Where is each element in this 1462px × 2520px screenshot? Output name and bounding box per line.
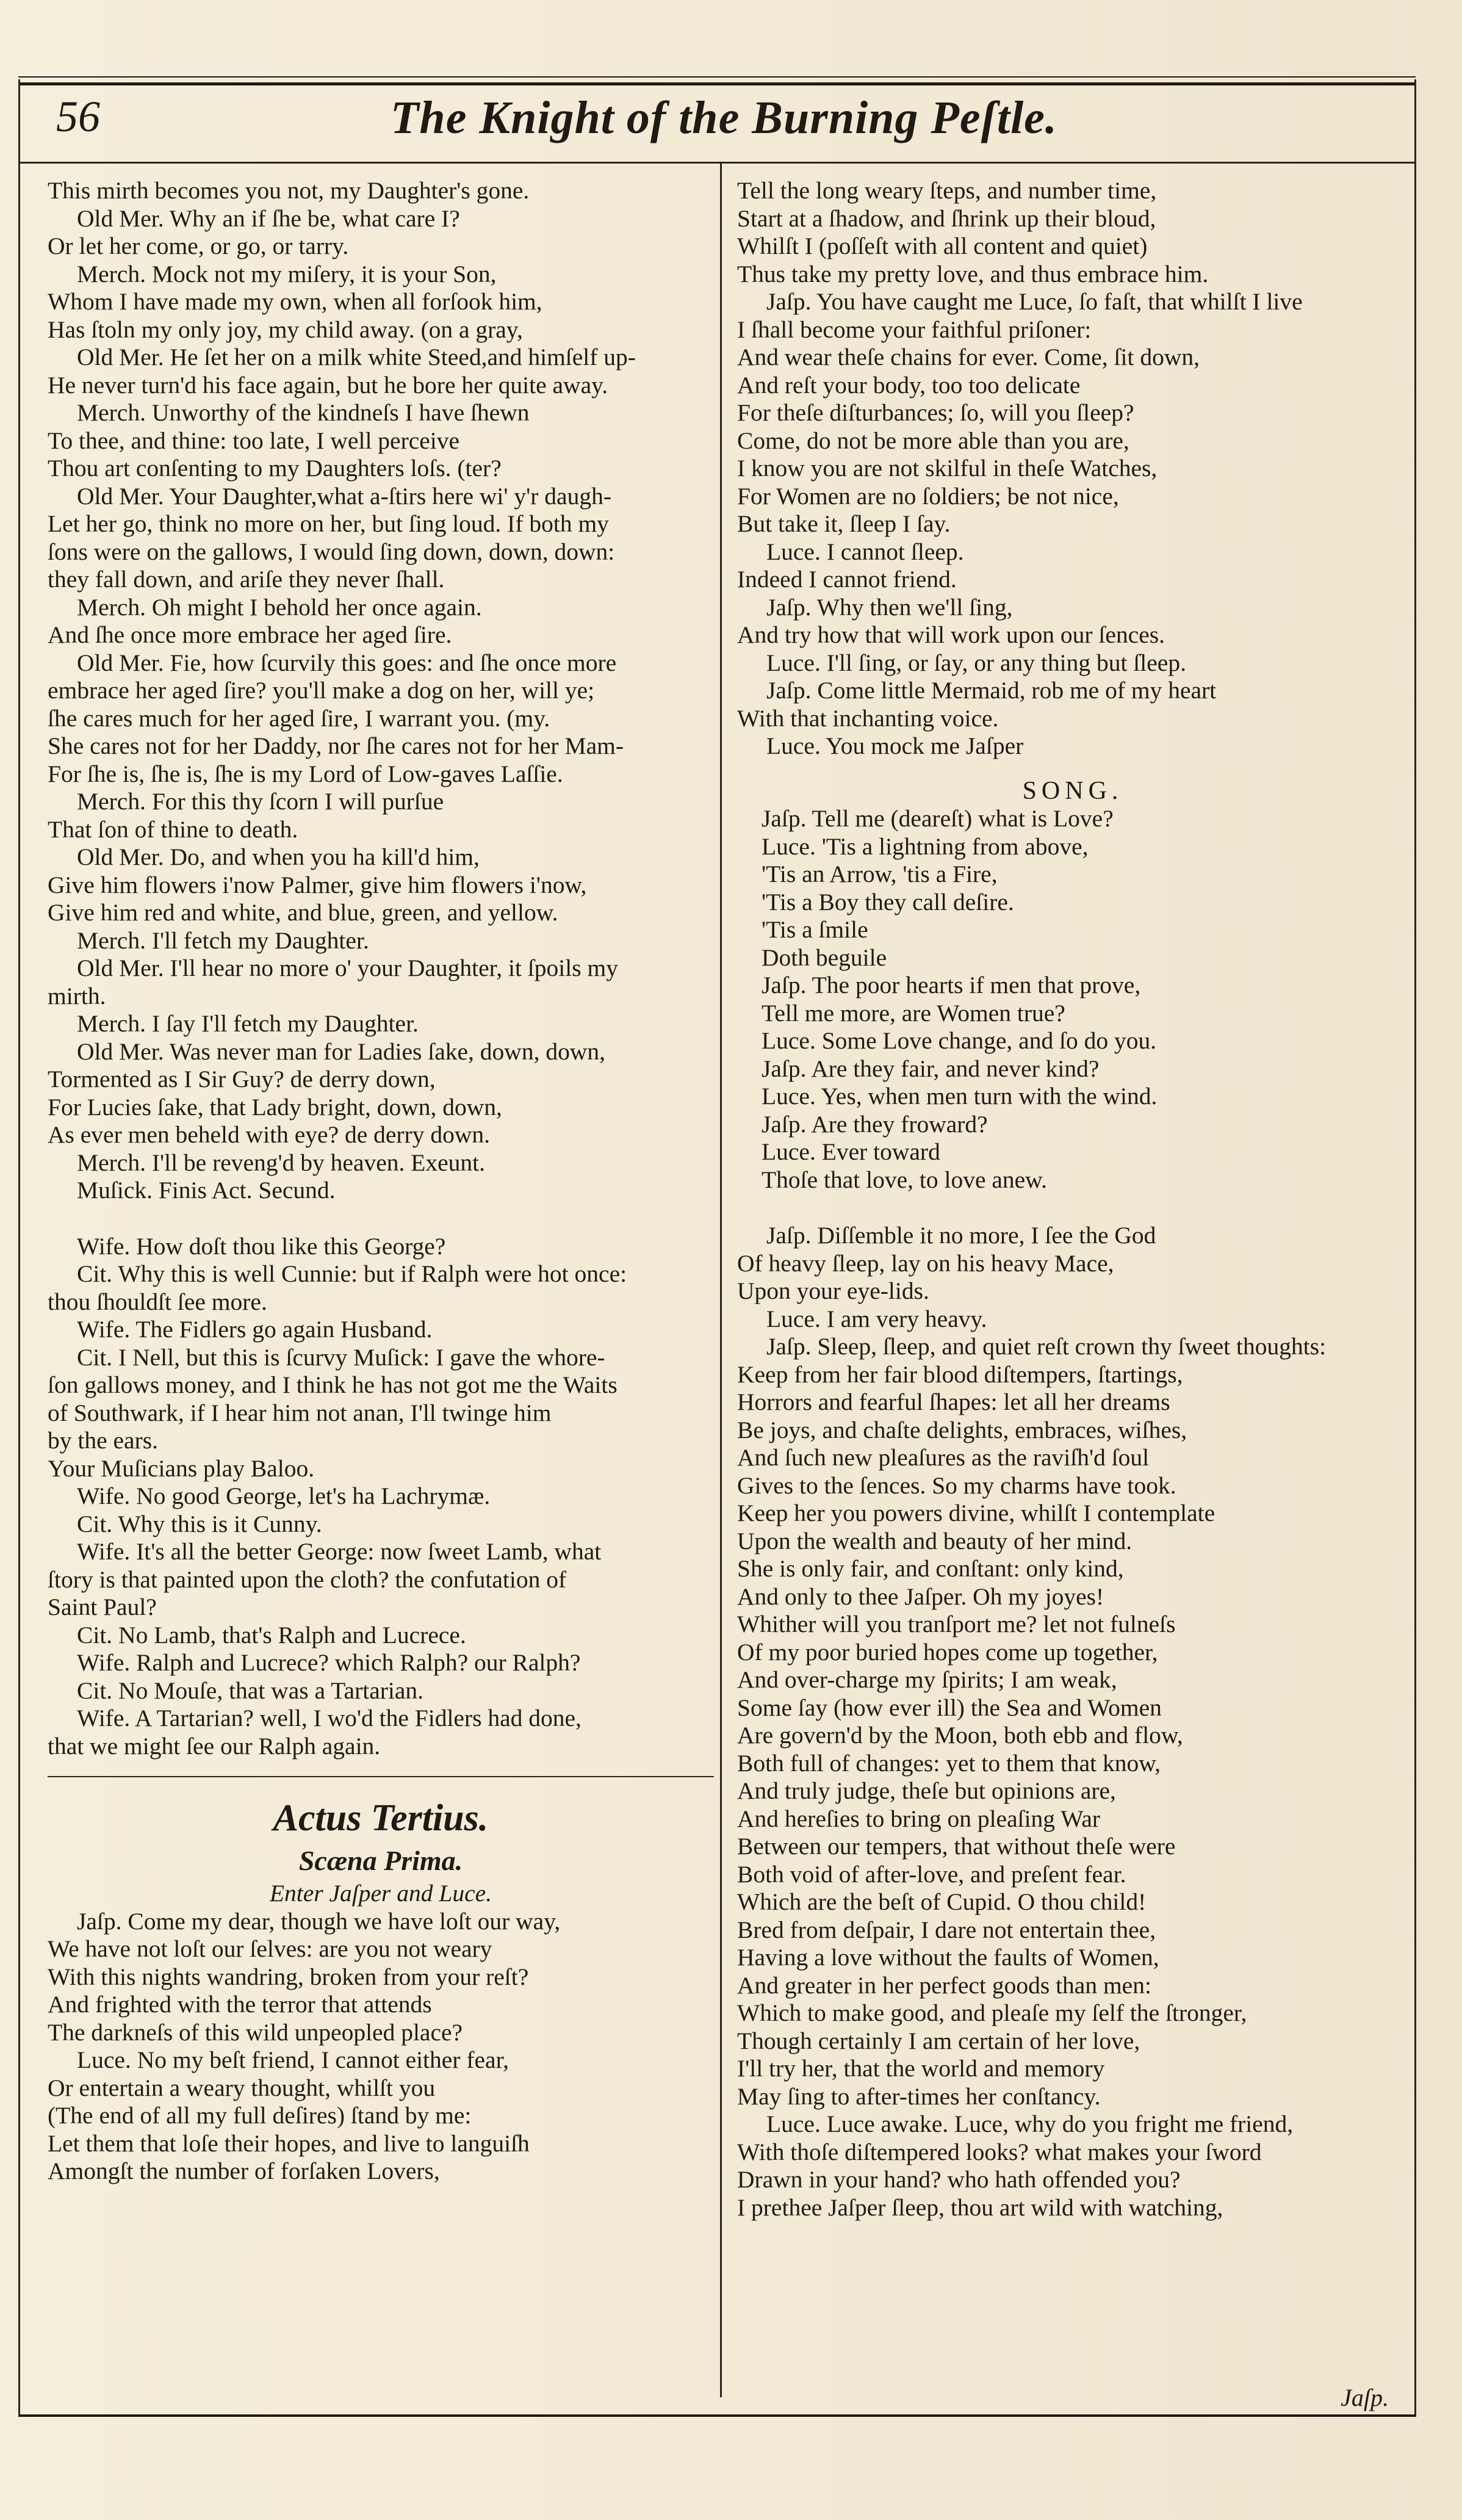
text-line: Let them that loſe their hopes, and live to languiſh [48,2129,530,2157]
text-line: Luce. I am very heavy. [766,1305,987,1332]
text-line: Thoſe that love, to love anew. [762,1166,1048,1193]
text-line: Thou art conſenting to my Daughters loſs. (ter? [48,455,502,482]
text-line: As ever men beheld with eye? de derry down. [48,1121,491,1148]
text-line: Cit. Why this is it Cunny. [77,1510,322,1537]
text-line: And ſuch new pleaſures as the raviſh'd ſoul [737,1444,1150,1471]
text-line: Or let her come, or go, or tarry. [48,233,349,259]
text-line: The darkneſs of this wild unpeopled place? [48,2018,463,2046]
text-line: Old Mer. Was never man for Ladies ſake, down, down, [77,1038,605,1065]
text-line: of Southwark, if I hear him not anan, I'll twinge him [48,1399,552,1426]
text-line: Wife. A Tartarian? well, I wo'd the Fidlers had done, [77,1705,582,1731]
text-line: I'll try her, that the world and memory [737,2055,1105,2082]
right-dialogue-block-1 [737,177,1408,760]
right-column [737,177,1408,2222]
text-line: For theſe diſturbances; ſo, will you ſleep? [737,399,1134,426]
text-line: This mirth becomes you not, my Daughter's gone. [48,177,530,204]
text-line: Gives to the ſences. So my charms have took. [737,1471,1176,1499]
text-line: Luce. Luce awake. Luce, why do you fright me friend, [766,2110,1294,2137]
text-line: Wife. No good George, let's ha Lachrymæ. [77,1482,491,1509]
left-dialogue-block-1 [48,177,714,1205]
text-line: Drawn in your hand? who hath offended you? [737,2166,1181,2193]
text-line: Keep from her fair blood diſtempers, ſtartings, [737,1360,1183,1388]
text-line: Jaſp. The poor hearts if men that prove, [762,972,1141,998]
text-line: Horrors and fearful ſhapes: let all her dreams [737,1388,1170,1415]
text-line: Has ſtoln my only joy, my child away. (on a gray, [48,316,523,343]
text-line: Are govern'd by the Moon, both ebb and flow, [737,1722,1183,1749]
text-line: Whither will you tranſport me? let not fulneſs [737,1611,1176,1637]
text-line: With that inchanting voice. [737,704,999,732]
left-dialogue-block-2 [48,1233,714,1761]
text-line: ſon gallows money, and I think he has not got me the Waits [48,1371,618,1398]
text-line: Merch. I'll fetch my Daughter. [77,926,369,954]
right-border [1414,79,1416,2417]
text-line: Let her go, think no more on her, but ſing loud. If both my [48,510,609,537]
text-line: Between our tempers, that without theſe were [737,1833,1176,1860]
left-column [48,177,714,2186]
running-title: The Knight of the Burning Peſtle. [391,92,1057,143]
text-line: And frighted with the terror that attends [48,1991,432,2018]
text-line: Tell the long weary ſteps, and number time, [737,177,1157,204]
text-line: Give him flowers i'now Palmer, give him flowers i'now, [48,871,587,898]
text-line: But take it, ſleep I ſay. [737,510,951,537]
top-rule [18,82,1416,85]
text-line: Old Mer. Fie, how ſcurvily this goes: and ſhe once more [77,649,617,676]
text-line: That ſon of thine to death. [48,815,298,843]
text-line: Muſick. Finis Act. Secund. [77,1177,336,1204]
text-line: Merch. For this thy ſcorn I will purſue [77,788,444,815]
text-line: Jaſp. Come little Mermaid, rob me of my heart [766,677,1217,704]
text-line: Merch. Mock not my miſery, it is your Son, [77,260,497,287]
text-line: For Women are no ſoldiers; be not nice, [737,482,1119,510]
act-title: Actus Tertius. [273,1797,489,1839]
song-block [737,805,1408,1194]
text-line: Old Mer. I'll hear no more o' your Daughter, it ſpoils my [77,955,618,981]
text-line: Wife. It's all the better George: now ſweet Lamb, what [77,1538,602,1565]
text-line: Or entertain a weary thought, whilſt you [48,2074,436,2101]
text-line: Having a love without the faults of Women, [737,1944,1159,1971]
text-line: And wear theſe chains for ever. Come, ſit down, [737,344,1200,370]
text-line: Old Mer. Do, and when you ha kill'd him, [77,843,480,870]
text-line: embrace her aged ſire? you'll make a dog on her, will ye; [48,677,595,704]
text-line: I ſhall become your faithful priſoner: [737,316,1092,343]
text-line: Both full of changes: yet to them that know, [737,1749,1161,1777]
text-line: Luce. I cannot ſleep. [766,538,964,565]
text-line: She cares not for her Daddy, nor ſhe cares not for her Mam- [48,732,624,759]
text-line: Jaſp. Tell me (deareſt) what is Love? [762,805,1114,832]
text-line: Jaſp. You have caught me Luce, ſo faſt, that whilſt I live [766,288,1303,315]
text-line: Luce. I'll ſing, or ſay, or any thing but ſleep. [766,649,1186,676]
text-line: Doth beguile [762,944,887,971]
text-line: ſtory is that painted upon the cloth? the confutation of [48,1565,567,1593]
text-line: For Lucies ſake, that Lady bright, down, down, [48,1093,502,1121]
text-line: mirth. [48,982,106,1009]
column-divider [720,164,722,2397]
text-line: And reſt your body, too too delicate [737,371,1081,399]
text-line: Cit. I Nell, but this is ſcurvy Muſick: I gave the whore- [77,1343,605,1371]
text-line: Keep her you powers divine, whilſt I contemplate [737,1500,1215,1526]
bottom-rule [18,2414,1416,2417]
text-line: We have not loſt our ſelves: are you not weary [48,1935,492,1962]
text-line: Wife. Ralph and Lucrece? which Ralph? our Ralph? [77,1649,581,1676]
text-line: Both void of after-love, and preſent fear. [737,1860,1126,1888]
text-line: 'Tis an Arrow, 'tis a Fire, [762,861,998,887]
text-line: Jaſp. Diſſemble it no more, I ſee the God [766,1222,1156,1249]
text-line: Some ſay (how ever ill) the Sea and Women [737,1694,1162,1721]
text-line: Old Mer. He ſet her on a milk white Steed,and himſelf up- [77,344,636,370]
text-line: May ſing to after-times her conſtancy. [737,2082,1101,2110]
text-line: that we might ſee our Ralph again. [48,1732,381,1760]
text-line: Wife. How doſt thou like this George? [77,1232,446,1260]
text-line: With this nights wandring, broken from your reſt? [48,1963,529,1990]
text-line: Tell me more, are Women true? [762,999,1065,1027]
text-line: I prethee Jaſper ſleep, thou art wild with watching, [737,2193,1223,2221]
text-line: Tormented as I Sir Guy? de derry down, [48,1066,436,1092]
left-border [18,79,20,2417]
text-line: Indeed I cannot friend. [737,566,957,593]
text-line: Merch. Unworthy of the kindneſs I have ſhewn [77,399,530,426]
text-line: (The end of all my full deſires) ſtand by me: [48,2102,472,2129]
text-line: Thus take my pretty love, and thus embrace him. [737,260,1209,287]
text-line: To thee, and thine: too late, I well perceive [48,427,460,454]
text-line: Bred from deſpair, I dare not entertain thee, [737,1916,1156,1943]
text-line: Come, do not be more able than you are, [737,427,1129,454]
text-line: And ſhe once more embrace her aged ſire. [48,621,452,648]
text-line: And over-charge my ſpirits; I am weak, [737,1666,1117,1693]
text-line: Wife. The Fidlers go again Husband. [77,1316,433,1343]
text-line: ſons were on the gallows, I would ſing down, down, down: [48,538,615,565]
text-line: And hereſies to bring on pleaſing War [737,1805,1101,1832]
text-line: He never turn'd his face again, but he bore her quite away. [48,371,608,399]
scene-title: Scæna Prima. [298,1845,463,1876]
text-line: Jaſp. Are they fair, and never kind? [762,1055,1100,1082]
left-dialogue-block-3 [48,1908,714,2186]
top-thin-rule [18,76,1416,78]
text-line: She is only fair, and conſtant: only kind, [737,1555,1124,1582]
text-line: ſhe cares much for her aged ſire, I warrant you. (my. [48,704,550,732]
text-line: Old Mer. Why an if ſhe be, what care I? [77,204,460,232]
catchword: Jaſp. [1341,2384,1389,2411]
text-line: Merch. Oh might I behold her once again. [77,593,482,621]
text-line: And truly judge, theſe but opinions are, [737,1777,1116,1804]
text-line: Of my poor buried hopes come up together, [737,1638,1158,1666]
text-line: Old Mer. Your Daughter,what a-ſtirs here wi' y'r daugh- [77,482,611,510]
text-line: Which are the beſt of Cupid. O thou child! [737,1888,1147,1915]
text-line: And greater in her perfect goods than men: [737,1971,1151,1999]
text-line: And try how that will work upon our ſences. [737,621,1165,648]
text-line: Cit. No Mouſe, that was a Tartarian. [77,1677,424,1704]
text-line: Cit. Why this is well Cunnie: but if Ralph were hot once: [77,1260,627,1287]
text-line: by the ears. [48,1427,158,1454]
text-line: Start at a ſhadow, and ſhrink up their bloud, [737,204,1156,232]
text-line: Upon the wealth and beauty of her mind. [737,1527,1133,1554]
text-line: Which to make good, and pleaſe my ſelf the ſtronger, [737,1999,1247,2026]
text-line: Saint Paul? [48,1594,157,1620]
text-line: Upon your eye-lids. [737,1277,929,1304]
text-line: For ſhe is, ſhe is, ſhe is my Lord of Low-gaves Laſſie. [48,760,563,787]
text-line: 'Tis a ſmile [762,916,868,943]
text-line: Luce. Yes, when men turn with the wind. [762,1083,1158,1110]
text-line: Luce. You mock me Jaſper [766,732,1024,759]
text-line: Though certainly I am certain of her love, [737,2027,1140,2054]
act-separator-rule [48,1776,714,1777]
text-line: Jaſp. Come my dear, though we have loſt our way, [77,1907,561,1935]
text-line: Give him red and white, and blue, green, and yellow. [48,899,558,926]
right-dialogue-block-2 [737,1222,1408,2222]
text-line: Whilſt I (poſſeſt with all content and quiet) [737,233,1148,259]
text-line: And only to thee Jaſper. Oh my joyes! [737,1583,1104,1610]
text-line: Amongſt the number of forſaken Lovers, [48,2157,440,2184]
text-line: Jaſp. Sleep, ſleep, and quiet reſt crown thy ſweet thoughts: [766,1333,1327,1360]
song-title: SONG. [1022,776,1123,805]
text-line: Luce. 'Tis a lightning from above, [762,832,1089,860]
text-line: Jaſp. Why then we'll ſing, [766,593,1013,621]
text-line: Cit. No Lamb, that's Ralph and Lucrece. [77,1621,466,1648]
text-line: Luce. No my beſt friend, I cannot either fear, [77,2046,510,2073]
text-line: Whom I have made my own, when all forſook him, [48,288,542,315]
page-number: 56 [56,92,100,141]
text-line: Merch. I ſay I'll fetch my Daughter. [77,1010,419,1037]
text-line: Jaſp. Are they froward? [762,1110,988,1138]
text-line: 'Tis a Boy they call deſire. [762,888,1014,915]
text-line: thou ſhouldſt ſee more. [48,1288,267,1315]
text-line: With thoſe diſtempered looks? what makes your ſword [737,2138,1262,2165]
text-line: Luce. Ever toward [762,1138,940,1165]
text-line: I know you are not skilful in theſe Watches, [737,455,1158,482]
text-line: Luce. Some Love change, and ſo do you. [762,1027,1157,1054]
text-line: Your Muſicians play Baloo. [48,1454,315,1482]
text-line: they fall down, and ariſe they never ſhall. [48,566,445,593]
stage-direction: Enter Jaſper and Luce. [269,1880,492,1907]
text-line: Of heavy ſleep, lay on his heavy Mace, [737,1249,1114,1277]
header-rule [20,162,1414,164]
text-line: Be joys, and chaſte delights, embraces, wiſhes, [737,1416,1187,1443]
text-line: Merch. I'll be reveng'd by heaven. Exeunt. [77,1149,486,1176]
